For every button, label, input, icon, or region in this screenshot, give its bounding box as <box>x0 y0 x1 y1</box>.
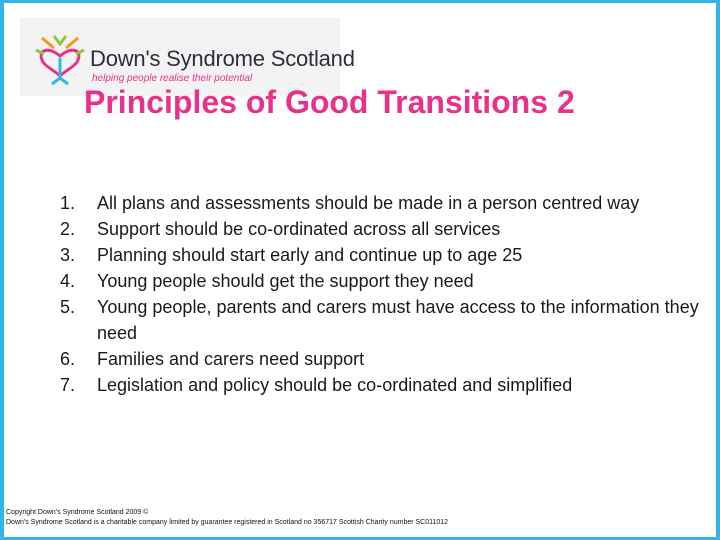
item-text: Support should be co-ordinated across all services <box>97 219 501 239</box>
item-text: Families and carers need support <box>97 349 365 369</box>
item-text: Young people should get the support they need <box>97 271 474 291</box>
copyright-text: Copyright Down's Syndrome Scotland 2009 © <box>6 509 149 516</box>
list-item <box>60 242 700 268</box>
list-item <box>60 294 700 346</box>
logo-name: Down's Syndrome Scotland <box>90 46 355 71</box>
list-item <box>60 372 700 398</box>
item-number: 3. <box>60 245 76 265</box>
principles-list <box>60 190 700 398</box>
charity-text: Down's Syndrome Scotland is a charitable company limited by guarantee registered in Scotland no 356717 Scottish Charity number SC011012 <box>6 519 449 526</box>
item-number: 5. <box>60 297 76 317</box>
item-text: All plans and assessments should be made in a person centred way <box>97 193 640 213</box>
item-number: 6. <box>60 349 76 369</box>
list-item <box>60 346 700 372</box>
item-number: 7. <box>60 375 76 395</box>
page-title: Principles of Good Transitions 2 <box>84 84 575 120</box>
item-number: 4. <box>60 271 76 291</box>
logo-heart-figure-icon <box>34 28 86 90</box>
list-item <box>60 268 700 294</box>
item-text: Legislation and policy should be co-ordinated and simplified <box>97 375 573 395</box>
logo-tagline: helping people realise their potential <box>92 73 253 84</box>
item-text: Planning should start early and continue up to age 25 <box>97 245 523 265</box>
item-number: 1. <box>60 193 76 213</box>
item-number: 2. <box>60 219 76 239</box>
list-item <box>60 190 700 216</box>
list-item <box>60 216 700 242</box>
footer <box>6 508 448 528</box>
item-text: Young people, parents and carers must have access to the information they need <box>97 297 699 343</box>
